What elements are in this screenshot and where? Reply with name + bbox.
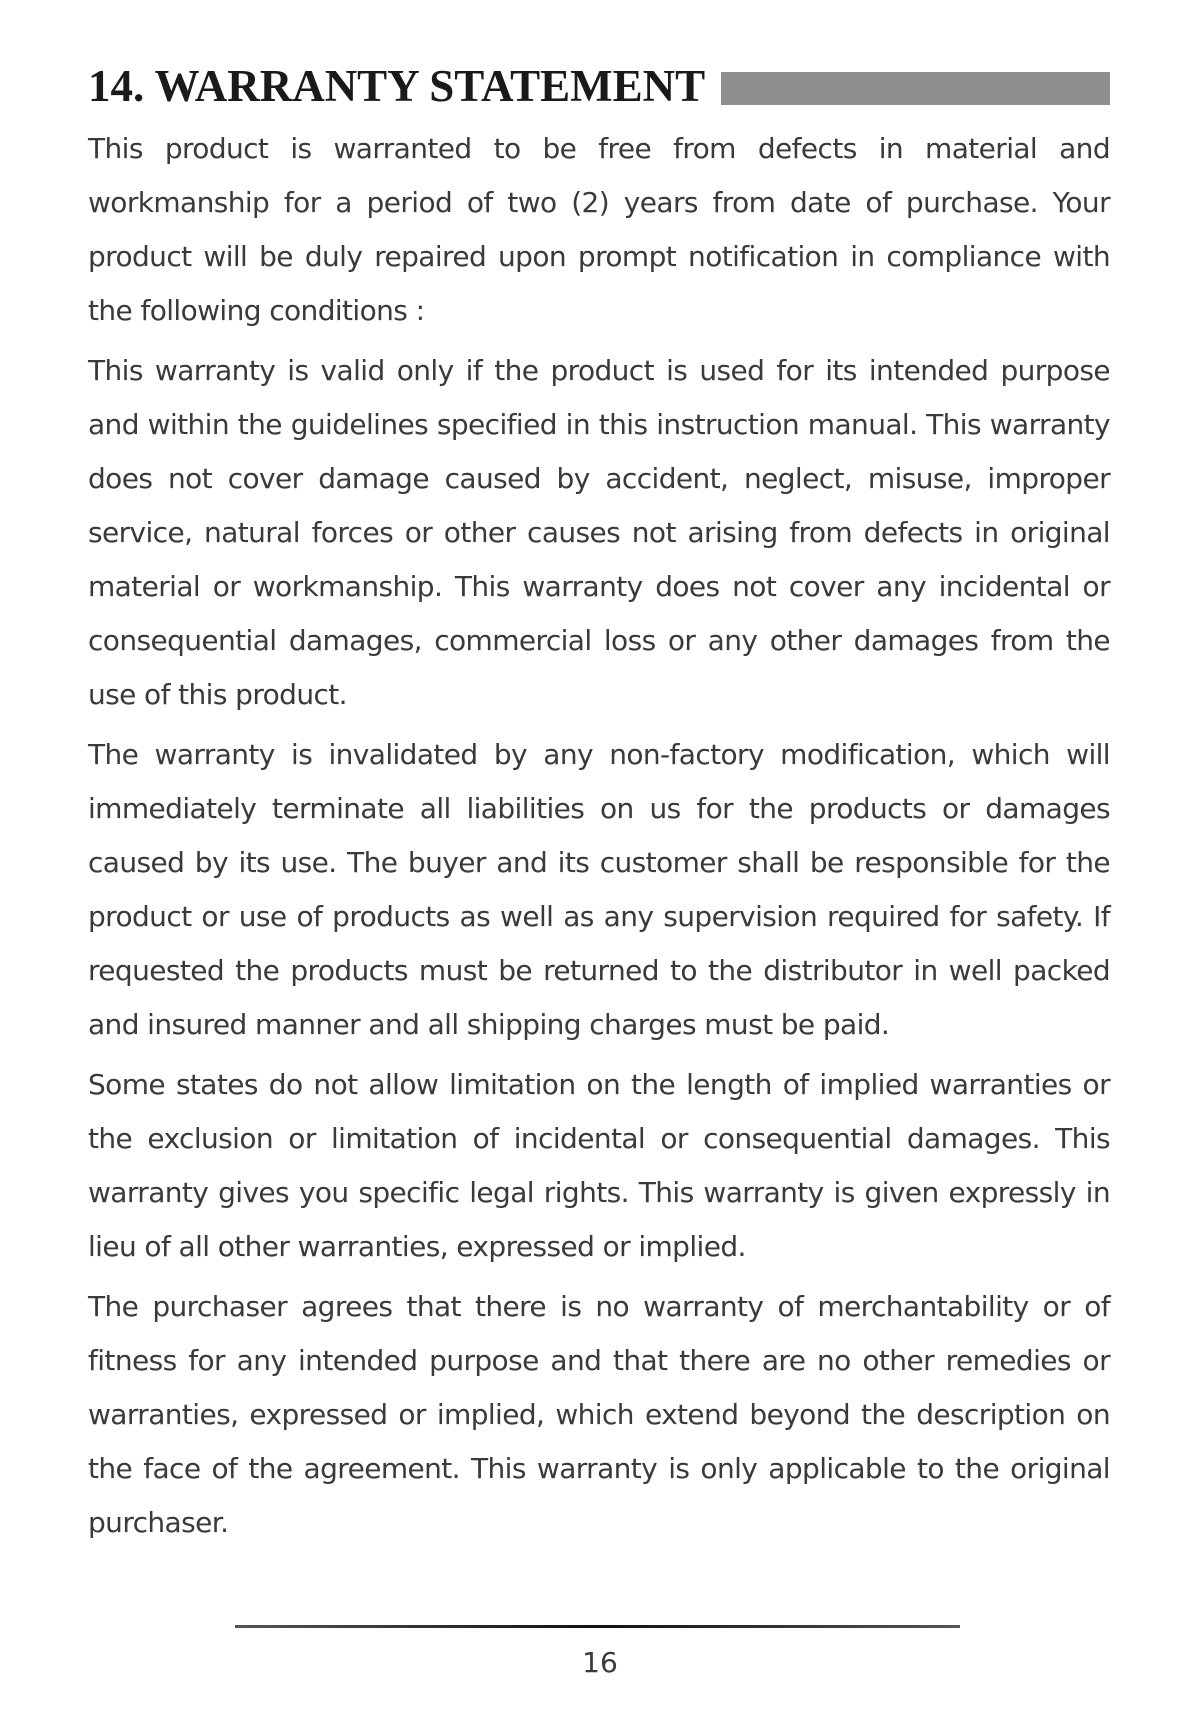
section-heading: 14. WARRANTY STATEMENT <box>88 60 706 111</box>
heading-bar-decoration <box>721 72 1110 105</box>
warranty-body <box>88 122 1110 1556</box>
page-number: 16 <box>582 1646 618 1679</box>
warranty-paragraph-invalidation: The warranty is invalidated by any non-factory modification, which will immediately terminate all liabilities on us for the products or damages caused by its use. The buyer and its customer shall be responsible for the product or use of products as well as any supervision required for safety. If requested the products must be returned to the distributor in well packed and insured manner and all shipping charges must be paid. <box>88 738 1110 1041</box>
warranty-paragraph-validity: This warranty is valid only if the product is used for its intended purpose and within the guidelines specified in this instruction manual. This warranty does not cover damage caused by accident, neglect, misuse, improper service, natural forces or other causes not arising from defects in original material or workmanship. This warranty does not cover any incidental or consequential damages, commercial loss or any other damages from the use of this product. <box>88 354 1110 711</box>
warranty-paragraph-purchaser: The purchaser agrees that there is no warranty of merchantability or of fitness for any intended purpose and that there are no other remedies or warranties, expressed or implied, which extend beyond the description on the face of the agreement. This warranty is only applicable to the original purchaser. <box>88 1290 1110 1539</box>
warranty-paragraph-state-rights: Some states do not allow limitation on the length of implied warranties or the exclusion or limitation of incidental or consequential damages. This warranty gives you specific legal rights. This warranty is given expressly in lieu of all other warranties, expressed or implied. <box>88 1068 1110 1263</box>
section-heading-row <box>88 58 1110 114</box>
footer-divider <box>235 1625 960 1628</box>
warranty-paragraph-period: This product is warranted to be free from defects in material and workmanship for a period of two (2) years from date of purchase. Your product will be duly repaired upon prompt notification in compliance with the following conditions : <box>88 132 1110 327</box>
